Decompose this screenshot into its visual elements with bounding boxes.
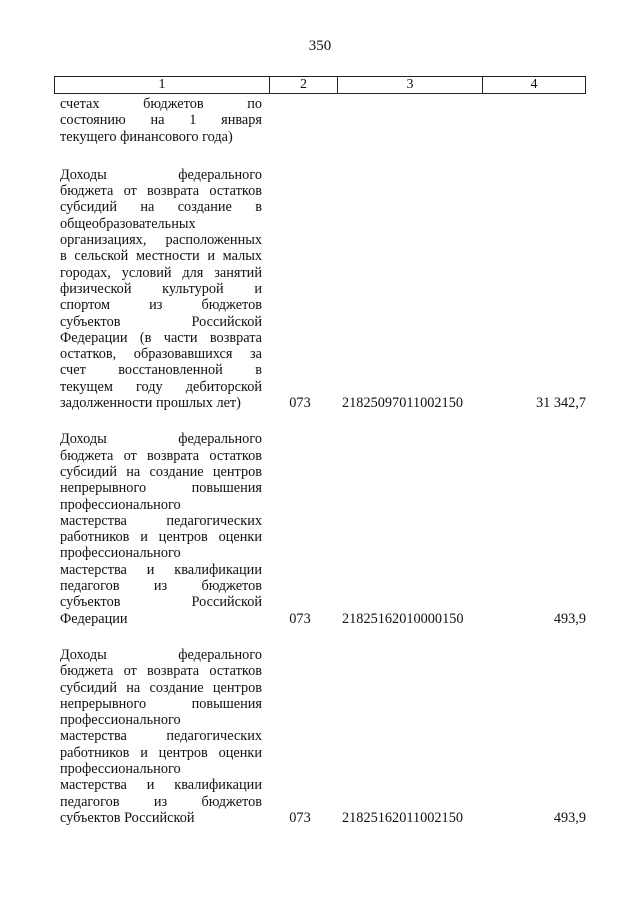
description-line: субсидий на создание в <box>60 199 262 216</box>
table-row <box>60 647 586 826</box>
description-line: мастерства и квалификации <box>60 561 262 578</box>
description-line: бюджета от возврата остатков <box>60 663 262 680</box>
description-line: общеобразовательных <box>60 215 196 232</box>
description-line: профессионального <box>60 760 181 777</box>
description-line: в сельской местности и малых <box>60 248 262 265</box>
description-line: Доходы федерального <box>60 646 262 663</box>
description-line: непрерывного повышения <box>60 480 262 497</box>
description-line: спортом из бюджетов <box>60 297 262 314</box>
row-description <box>60 431 262 627</box>
description-line: субъектов Российской <box>60 809 195 826</box>
description-line: субъектов Российской <box>60 594 262 611</box>
description-line: педагогов из бюджетов <box>60 793 262 810</box>
description-line: профессионального <box>60 545 181 562</box>
description-line: бюджета от возврата остатков <box>60 183 262 200</box>
description-line: остатков, образовавшихся за <box>60 346 262 363</box>
description-line: профессионального <box>60 712 181 729</box>
column-header-4: 4 <box>482 77 585 93</box>
description-line: организациях, расположенных <box>60 232 262 249</box>
table-header <box>54 76 586 94</box>
row-description <box>60 647 262 826</box>
row-kbk: 21825162010000150 <box>342 610 464 627</box>
description-line: текущем году дебиторской <box>60 378 262 395</box>
row-code: 073 <box>289 610 311 627</box>
description-line: мастерства педагогических <box>60 512 262 529</box>
page-number: 350 <box>308 38 332 54</box>
description-line: педагогов из бюджетов <box>60 578 262 595</box>
description-line: задолженности прошлых лет) <box>60 395 241 412</box>
table-row <box>60 431 586 627</box>
row-description <box>60 96 262 145</box>
description-line: работников и центров оценки <box>60 744 262 761</box>
row-amount: 493,9 <box>553 610 586 627</box>
description-line: состоянию на 1 января <box>60 112 262 129</box>
description-line: Федерации (в части возврата <box>60 329 262 346</box>
table-row <box>60 96 586 145</box>
column-header-3: 3 <box>337 77 482 93</box>
table-body <box>60 96 586 826</box>
description-line: субъектов Российской <box>60 313 262 330</box>
row-amount: 493,9 <box>553 809 586 826</box>
description-line: бюджета от возврата остатков <box>60 447 262 464</box>
description-line: непрерывного повышения <box>60 695 262 712</box>
description-line: городах, условий для занятий <box>60 264 262 281</box>
description-line: текущего финансового года) <box>60 128 233 145</box>
description-line: работников и центров оценки <box>60 529 262 546</box>
description-line: счетах бюджетов по <box>60 96 262 112</box>
description-line: профессионального <box>60 496 181 513</box>
description-line: мастерства и квалификации <box>60 777 262 794</box>
row-code: 073 <box>289 395 311 412</box>
row-kbk: 21825097011002150 <box>342 395 463 412</box>
table-row <box>60 167 586 411</box>
row-amount: 31 342,7 <box>535 395 586 412</box>
description-line: субсидий на создание центров <box>60 679 262 696</box>
description-line: физической культурой и <box>60 280 262 297</box>
row-description <box>60 167 262 411</box>
row-kbk: 21825162011002150 <box>342 809 463 826</box>
description-line: счет восстановленной в <box>60 362 262 379</box>
description-line: Федерации <box>60 610 128 627</box>
row-code: 073 <box>289 809 311 826</box>
column-header-2: 2 <box>269 77 337 93</box>
description-line: субсидий на создание центров <box>60 463 262 480</box>
description-line: Доходы федерального <box>60 166 262 183</box>
description-line: мастерства педагогических <box>60 728 262 745</box>
column-header-1: 1 <box>158 77 166 92</box>
description-line: Доходы федерального <box>60 431 262 448</box>
